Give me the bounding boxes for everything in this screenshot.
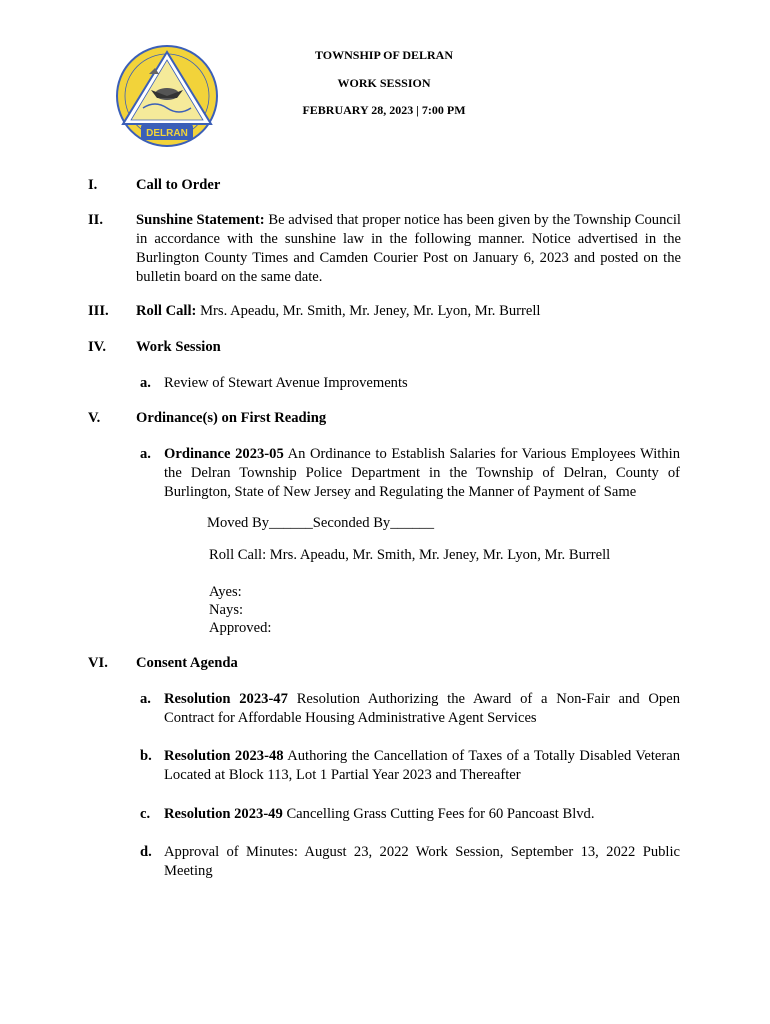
township-name: TOWNSHIP OF DELRAN bbox=[314, 48, 454, 62]
item-text: Approval of Minutes: August 23, 2022 Work Session, September 13, 2022 Public Meeting bbox=[164, 844, 680, 879]
item-letter: b. bbox=[140, 748, 152, 764]
item-letter: c. bbox=[140, 806, 151, 822]
item-letter: a. bbox=[140, 446, 151, 462]
section-title: Sunshine Statement: bbox=[136, 212, 265, 228]
item-letter: a. bbox=[140, 691, 151, 707]
item-letter: d. bbox=[140, 844, 152, 860]
meeting-type: WORK SESSION bbox=[337, 76, 431, 90]
item-text: Authoring the Cancellation of Taxes of a Totally Disabled Veteran Located at Block 113, Lot 1 Partial Year 2023 and Thereafter bbox=[164, 748, 680, 783]
meeting-date: FEBRUARY 28, 2023 | 7:00 PM bbox=[302, 103, 466, 117]
section-number: VI. bbox=[88, 655, 108, 671]
section-number: V. bbox=[88, 410, 101, 426]
item-title: Resolution 2023-47 bbox=[164, 691, 288, 707]
ordinance-roll-call: Roll Call: Mrs. Apeadu, Mr. Smith, Mr. Jeney, Mr. Lyon, Mr. Burrell bbox=[209, 547, 611, 563]
seal-name: DELRAN bbox=[146, 128, 188, 139]
section-number: II. bbox=[88, 212, 104, 228]
section-number: III. bbox=[88, 303, 109, 319]
approved-label: Approved: bbox=[209, 620, 272, 636]
item-letter: a. bbox=[140, 375, 151, 391]
item-text: Resolution Authorizing the Award of a Non-Fair and Open Contract for Affordable Housing Administrative Agent Services bbox=[164, 691, 680, 726]
seal-graphic bbox=[115, 44, 219, 148]
nays-label: Nays: bbox=[209, 602, 244, 618]
section-title: Consent Agenda bbox=[136, 655, 238, 671]
section-text: Be advised that proper notice has been given by the Township Council in accordance with the sunshine law in the following manner. Notice advertised in the Burlington County Times and Camden Courier Post on January 6, 2023 and posted on the bulletin board on the same date. bbox=[136, 212, 681, 285]
item-title: Resolution 2023-49 bbox=[164, 806, 283, 822]
item-title: Resolution 2023-48 bbox=[164, 748, 284, 764]
moved-seconded: Moved By______Seconded By______ bbox=[207, 515, 435, 531]
item-title: Ordinance 2023-05 bbox=[164, 446, 284, 462]
section-title: Call to Order bbox=[136, 177, 221, 193]
section-title: Roll Call: bbox=[136, 303, 197, 319]
section-title: Ordinance(s) on First Reading bbox=[136, 410, 327, 426]
item-text: An Ordinance to Establish Salaries for Various Employees Within the Delran Township Police Department in the Township of Delran, County of Burlington, State of New Jersey and Regulating the Manner of Payment of Same bbox=[164, 446, 680, 500]
item-text: Review of Stewart Avenue Improvements bbox=[164, 375, 408, 391]
item-text: Cancelling Grass Cutting Fees for 60 Pancoast Blvd. bbox=[286, 806, 595, 822]
township-seal bbox=[115, 44, 219, 148]
section-title: Work Session bbox=[136, 339, 221, 355]
section-number: I. bbox=[88, 177, 98, 193]
section-number: IV. bbox=[88, 339, 106, 355]
ayes-label: Ayes: bbox=[209, 584, 242, 600]
section-text: Mrs. Apeadu, Mr. Smith, Mr. Jeney, Mr. Lyon, Mr. Burrell bbox=[200, 303, 541, 319]
